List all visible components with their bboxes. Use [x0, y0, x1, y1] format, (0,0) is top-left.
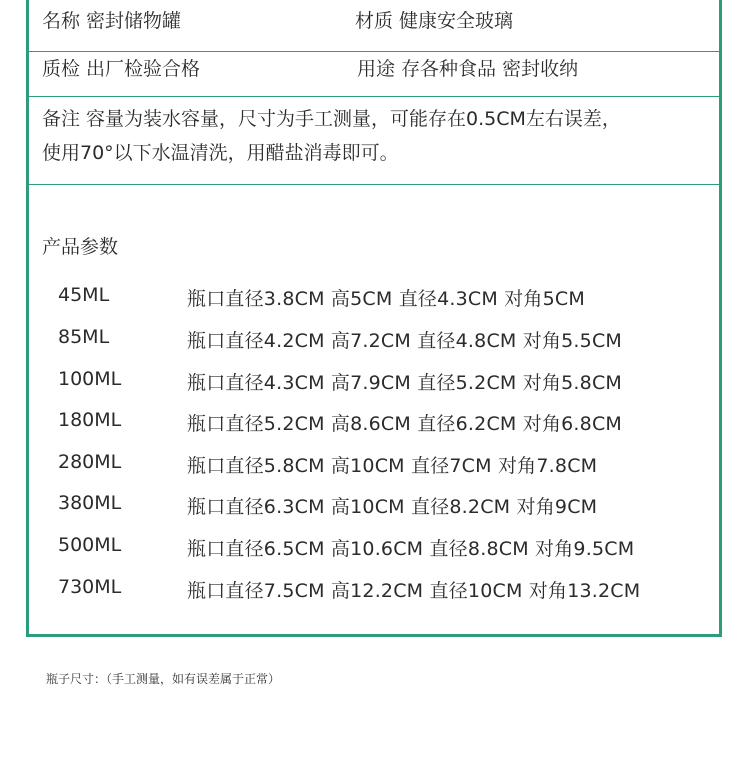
row-spec: 瓶口直径6.5CM 高10.6CM 直径8.8CM 对角9.5CM — [187, 538, 635, 560]
row-spec: 瓶口直径3.8CM 高5CM 直径4.3CM 对角5CM — [187, 288, 585, 310]
table-row — [29, 409, 719, 439]
divider — [29, 51, 719, 52]
row-spec: 瓶口直径4.2CM 高7.2CM 直径4.8CM 对角5.5CM — [187, 330, 623, 352]
note-line-1: 备注 容量为装水容量，尺寸为手工测量，可能存在0.5CM左右误差， — [42, 108, 621, 130]
footnote: 瓶子尺寸：（手工测量，如有误差属于正常） — [46, 672, 281, 686]
table-row — [29, 492, 719, 522]
row-volume: 85ML — [58, 326, 110, 348]
material-field: 材质 健康安全玻璃 — [355, 10, 514, 32]
name-field: 名称 密封储物罐 — [42, 10, 182, 32]
row-spec: 瓶口直径4.3CM 高7.9CM 直径5.2CM 对角5.8CM — [187, 372, 623, 394]
table-row — [29, 368, 719, 398]
divider — [29, 96, 719, 97]
divider — [29, 184, 719, 185]
row-volume: 730ML — [58, 576, 122, 598]
spec-frame — [26, 0, 722, 637]
row-volume: 45ML — [58, 284, 110, 306]
row-spec: 瓶口直径7.5CM 高12.2CM 直径10CM 对角13.2CM — [187, 580, 641, 602]
table-row — [29, 451, 719, 481]
row-spec: 瓶口直径5.2CM 高8.6CM 直径6.2CM 对角6.8CM — [187, 413, 623, 435]
usage-field: 用途 存各种食品 密封收纳 — [357, 58, 579, 80]
table-row — [29, 284, 719, 314]
qc-field: 质检 出厂检验合格 — [42, 58, 201, 80]
table-row — [29, 534, 719, 564]
params-title: 产品参数 — [42, 236, 119, 258]
table-row — [29, 326, 719, 356]
row-spec: 瓶口直径6.3CM 高10CM 直径8.2CM 对角9CM — [187, 496, 598, 518]
row-spec: 瓶口直径5.8CM 高10CM 直径7CM 对角7.8CM — [187, 455, 598, 477]
row-volume: 280ML — [58, 451, 122, 473]
note-line-2: 使用70°以下水温清洗，用醋盐消毒即可。 — [42, 142, 399, 164]
row-volume: 500ML — [58, 534, 122, 556]
table-row — [29, 576, 719, 606]
row-volume: 100ML — [58, 368, 122, 390]
row-volume: 180ML — [58, 409, 122, 431]
row-volume: 380ML — [58, 492, 122, 514]
